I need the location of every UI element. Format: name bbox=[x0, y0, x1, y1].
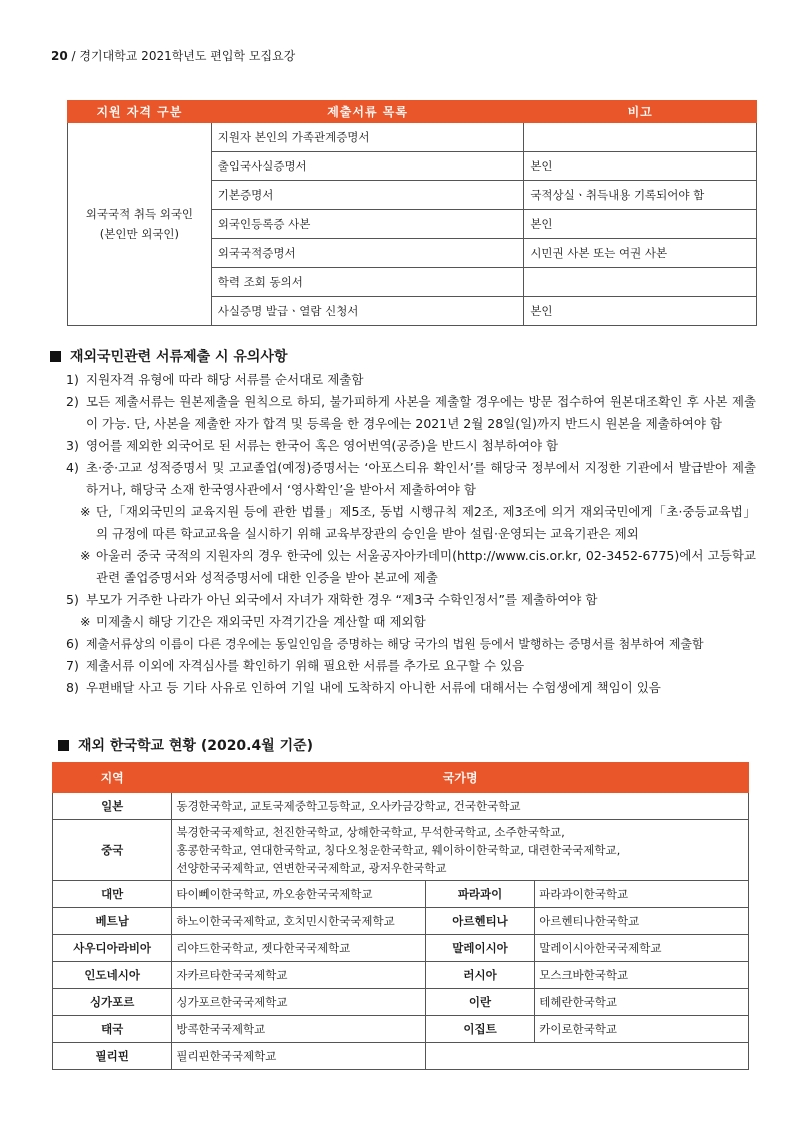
document-note bbox=[524, 268, 757, 297]
document-note: 본인 bbox=[524, 210, 757, 239]
section-title-notes bbox=[50, 346, 287, 366]
schools-cell: 타이뻬이한국학교, 까오숑한국국제학교 bbox=[172, 881, 425, 908]
region-cell: 말레이시아 bbox=[425, 935, 534, 962]
document-name: 학력 조회 동의서 bbox=[211, 268, 524, 297]
item-number: 7) bbox=[66, 658, 79, 673]
table-row bbox=[53, 989, 749, 1016]
list-item bbox=[66, 435, 756, 457]
document-name: 사실증명 발급ㆍ열람 신청서 bbox=[211, 297, 524, 326]
schools-cell bbox=[172, 820, 749, 881]
region-cell: 베트남 bbox=[53, 908, 172, 935]
region-cell: 이집트 bbox=[425, 1016, 534, 1043]
table-row bbox=[53, 935, 749, 962]
section-title-schools bbox=[58, 735, 313, 755]
table-header-row bbox=[68, 101, 757, 123]
group-label-line2: (본인만 외국인) bbox=[99, 227, 180, 241]
table-row bbox=[53, 881, 749, 908]
list-item bbox=[66, 589, 756, 611]
schools-cell: 하노이한국국제학교, 호치민시한국국제학교 bbox=[172, 908, 425, 935]
schools-line: 북경한국국제학교, 천진한국학교, 상해한국학교, 무석한국학교, 소주한국학교, bbox=[176, 825, 565, 839]
schools-cell: 동경한국학교, 교토국제중학고등학교, 오사카금강학교, 건국한국학교 bbox=[172, 793, 749, 820]
header-qualification: 지원 자격 구분 bbox=[68, 101, 212, 123]
schools-line: 홍콩한국학교, 연대한국학교, 칭다오청운한국학교, 웨이하이한국학교, 대련한국국제학교, bbox=[176, 843, 621, 857]
region-cell: 싱가포르 bbox=[53, 989, 172, 1016]
schools-line: 선양한국국제학교, 연변한국국제학교, 광저우한국학교 bbox=[176, 861, 447, 875]
document-name: 외국국적증명서 bbox=[211, 239, 524, 268]
region-cell: 아르헨티나 bbox=[425, 908, 534, 935]
section-title-text: 재외 한국학교 현황 (2020.4월 기준) bbox=[78, 738, 314, 754]
region-cell: 파라과이 bbox=[425, 881, 534, 908]
list-subnote bbox=[66, 545, 756, 589]
region-cell: 필리핀 bbox=[53, 1043, 172, 1070]
document-note: 국적상실ㆍ취득내용 기록되어야 함 bbox=[524, 181, 757, 210]
header-remarks: 비고 bbox=[524, 101, 757, 123]
document-name: 출입국사실증명서 bbox=[211, 152, 524, 181]
schools-cell: 모스크바한국학교 bbox=[535, 962, 749, 989]
region-cell: 이란 bbox=[425, 989, 534, 1016]
schools-cell: 아르헨티나한국학교 bbox=[535, 908, 749, 935]
header-separator: / bbox=[71, 49, 76, 63]
region-cell: 인도네시아 bbox=[53, 962, 172, 989]
header-region: 지역 bbox=[53, 763, 172, 793]
region-cell: 러시아 bbox=[425, 962, 534, 989]
document-note bbox=[524, 123, 757, 152]
page-header bbox=[51, 47, 295, 64]
schools-cell: 자카르타한국국제학교 bbox=[172, 962, 425, 989]
section-title-text: 재외국민관련 서류제출 시 유의사항 bbox=[70, 349, 288, 365]
region-cell: 중국 bbox=[53, 820, 172, 881]
square-bullet-icon bbox=[50, 351, 61, 362]
item-text: 초·중·고교 성적증명서 및 고교졸업(예정)증명서는 ‘아포스티유 확인서’를 해당국 정부에서 지정한 기관에서 발급받아 제출하거나, 해당국 소재 한국영사관에서 ‘영사확인’을 받아서 제출하여야 함 bbox=[86, 460, 756, 497]
document-name: 기본증명서 bbox=[211, 181, 524, 210]
list-item bbox=[66, 369, 756, 391]
table-row bbox=[53, 793, 749, 820]
schools-cell: 리야드한국학교, 젯다한국국제학교 bbox=[172, 935, 425, 962]
item-text: 제출서류상의 이름이 다른 경우에는 동일인임을 증명하는 해당 국가의 법원 등에서 발행하는 증명서를 첨부하여 제출함 bbox=[86, 637, 704, 651]
schools-cell: 필리핀한국국제학교 bbox=[172, 1043, 425, 1070]
table-row bbox=[53, 908, 749, 935]
note-mark: ※ bbox=[80, 504, 91, 519]
list-item bbox=[66, 633, 756, 655]
group-label-line1: 외국국적 취득 외국인 bbox=[85, 207, 194, 221]
page-number: 20 bbox=[51, 49, 68, 63]
item-text: 지원자격 유형에 따라 해당 서류를 순서대로 제출함 bbox=[86, 372, 364, 387]
note-mark: ※ bbox=[80, 614, 91, 629]
schools-cell: 말레이시아한국국제학교 bbox=[535, 935, 749, 962]
item-number: 3) bbox=[66, 438, 79, 453]
item-number: 2) bbox=[66, 394, 79, 409]
list-subnote bbox=[66, 501, 756, 545]
item-text: 모든 제출서류는 원본제출을 원칙으로 하되, 불가피하게 사본을 제출할 경우에는 방문 접수하여 원본대조확인 후 사본 제출이 가능. 단, 사본을 제출한 자가 합격 및 등록을 한 경우에는 2021년 2월 28일(일)까지 반드시 원본을 제출하여야 함 bbox=[86, 394, 756, 431]
subnote-text: 단,「재외국민의 교육지원 등에 관한 법률」제5조, 동법 시행규칙 제2조, 제3조에 의거 재외국민에게「초·중등교육법」의 규정에 따른 학교교육을 실시하기 위해 교육부장관의 승인을 받아 설립·운영되는 교육기관은 제외 bbox=[96, 504, 756, 541]
item-number: 4) bbox=[66, 460, 79, 475]
schools-cell: 싱가포르한국국제학교 bbox=[172, 989, 425, 1016]
region-cell: 사우디아라비아 bbox=[53, 935, 172, 962]
item-text: 제출서류 이외에 자격심사를 확인하기 위해 필요한 서류를 추가로 요구할 수 있음 bbox=[86, 658, 525, 673]
table-row bbox=[53, 1043, 749, 1070]
subnote-text: 미제출시 해당 기간은 재외국민 자격기간을 계산할 때 제외함 bbox=[96, 614, 426, 629]
item-number: 1) bbox=[66, 372, 79, 387]
schools-cell: 파라과이한국학교 bbox=[535, 881, 749, 908]
required-documents-table bbox=[67, 100, 757, 326]
list-item bbox=[66, 655, 756, 677]
schools-cell: 카이로한국학교 bbox=[535, 1016, 749, 1043]
table-row bbox=[53, 1016, 749, 1043]
notes-list bbox=[66, 369, 756, 699]
note-mark: ※ bbox=[80, 548, 91, 563]
list-subnote bbox=[66, 611, 756, 633]
document-note: 본인 bbox=[524, 297, 757, 326]
item-text: 우편배달 사고 등 기타 사유로 인하여 기일 내에 도착하지 아니한 서류에 대해서는 수험생에게 책임이 있음 bbox=[86, 680, 661, 695]
empty-cell bbox=[425, 1043, 748, 1070]
square-bullet-icon bbox=[58, 740, 69, 751]
region-cell: 일본 bbox=[53, 793, 172, 820]
region-cell: 태국 bbox=[53, 1016, 172, 1043]
item-text: 영어를 제외한 외국어로 된 서류는 한국어 혹은 영어번역(공증)을 반드시 첨부하여야 함 bbox=[86, 438, 559, 453]
header-country: 국가명 bbox=[172, 763, 749, 793]
header-documents: 제출서류 목록 bbox=[211, 101, 524, 123]
region-cell: 대만 bbox=[53, 881, 172, 908]
table-header-row bbox=[53, 763, 749, 793]
subnote-text: 아울러 중국 국적의 지원자의 경우 한국에 있는 서울공자아카데미(http://www.cis.or.kr, 02-3452-6775)에서 고등학교 관련 졸업증명서와 성적증명서에 대한 인증을 받아 본교에 제출 bbox=[96, 548, 756, 585]
qualification-group bbox=[68, 123, 212, 326]
item-number: 6) bbox=[66, 636, 79, 651]
overseas-schools-table bbox=[52, 762, 749, 1070]
table-row bbox=[53, 962, 749, 989]
document-name: 외국인등록증 사본 bbox=[211, 210, 524, 239]
document-note: 시민권 사본 또는 여권 사본 bbox=[524, 239, 757, 268]
list-item bbox=[66, 677, 756, 699]
document-name: 지원자 본인의 가족관계증명서 bbox=[211, 123, 524, 152]
list-item bbox=[66, 457, 756, 501]
schools-cell: 방콕한국국제학교 bbox=[172, 1016, 425, 1043]
header-title: 경기대학교 2021학년도 편입학 모집요강 bbox=[79, 49, 296, 63]
item-number: 8) bbox=[66, 680, 79, 695]
table-row bbox=[68, 123, 757, 152]
document-note: 본인 bbox=[524, 152, 757, 181]
schools-cell: 테헤란한국학교 bbox=[535, 989, 749, 1016]
table-row bbox=[53, 820, 749, 881]
list-item bbox=[66, 391, 756, 435]
item-number: 5) bbox=[66, 592, 79, 607]
item-text: 부모가 거주한 나라가 아닌 외국에서 자녀가 재학한 경우 “제3국 수학인정서”를 제출하여야 함 bbox=[86, 592, 598, 607]
